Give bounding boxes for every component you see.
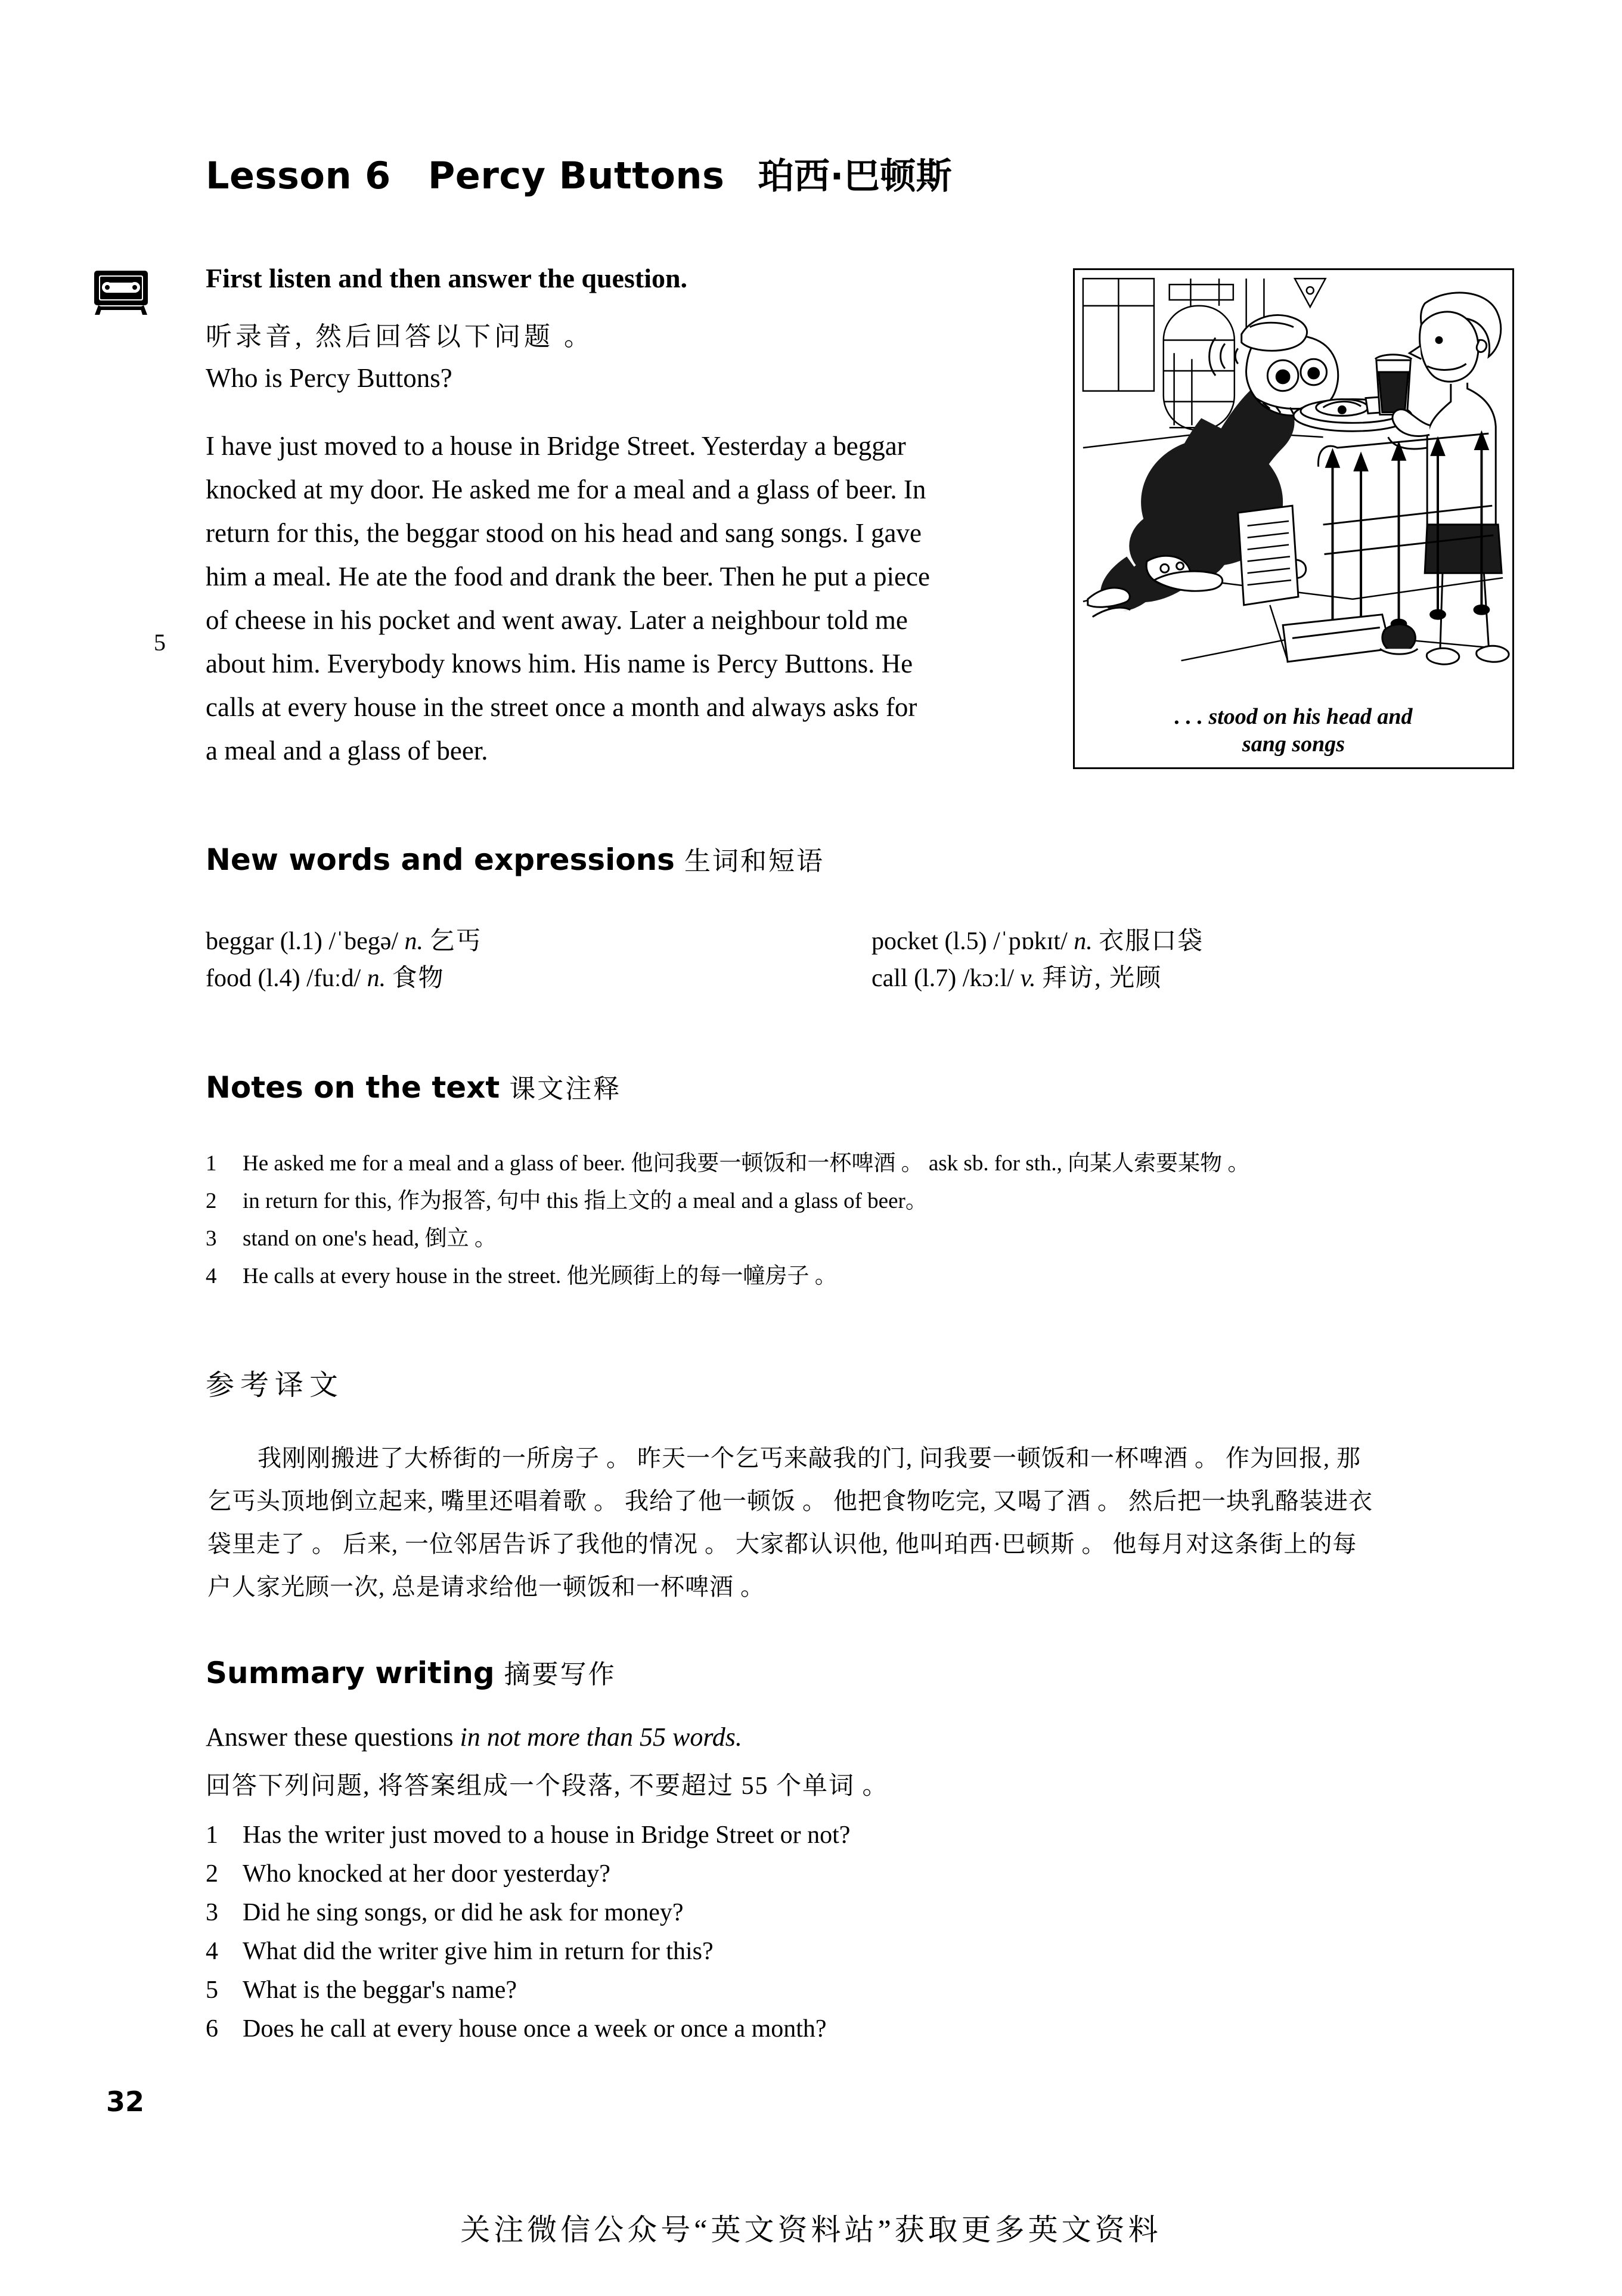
vocab-entry [206, 960, 482, 997]
vocab-word: call [872, 965, 908, 992]
vocab-column-right [872, 923, 1204, 997]
translation-line: 户人家光顾一次, 总是请求给他一顿饭和一杯啤酒 。 [207, 1573, 765, 1600]
translation-line: 我刚刚搬进了大桥街的一所房子 。 昨天一个乞丐来敲我的门, 问我要一顿饭和一杯啤酒 。 作为回报, 那 [258, 1445, 1361, 1471]
lesson-illustration [1073, 268, 1514, 769]
question-number: 2 [206, 1860, 218, 1888]
vocab-column-left [206, 923, 482, 997]
notes-list [206, 1145, 1517, 1295]
passage-line: of cheese in his pocket and went away. Later a neighbour told me [206, 605, 908, 635]
lesson-title-cn: 珀西·巴顿斯 [758, 156, 953, 197]
page-number: 32 [106, 2086, 145, 2118]
summary-heading-en: Summary writing [206, 1656, 495, 1690]
vocab-entry [872, 960, 1204, 997]
question-text: What did the writer give him in return for this? [243, 1938, 714, 1965]
passage-line: about him. Everybody knows him. His name is Percy Buttons. He [206, 649, 913, 678]
note-number: 2 [206, 1189, 217, 1213]
vocab-pos: n. [367, 965, 386, 992]
lesson-title-en: Percy Buttons [427, 154, 725, 197]
question-number: 1 [206, 1821, 218, 1849]
translation-text [207, 1437, 1519, 1609]
summary-heading-cn: 摘要写作 [504, 1660, 616, 1689]
section-heading-notes [206, 1067, 621, 1105]
vocab-entry [206, 923, 482, 960]
question-text: Did he sing songs, or did he ask for money? [243, 1899, 684, 1926]
question-item [206, 2010, 1100, 2049]
cassette-icon [92, 269, 150, 316]
passage-line: him a meal. He ate the food and drank the beer. Then he put a piece [206, 562, 930, 591]
question-number: 6 [206, 2015, 218, 2043]
summary-instruction-plain: Answer these questions [206, 1722, 460, 1752]
question-item [206, 1971, 1100, 2010]
question-item [206, 1816, 1100, 1855]
vocab-meaning: 衣服口袋 [1099, 928, 1204, 955]
passage-line: knocked at my door. He asked me for a meal and a glass of beer. In [206, 475, 926, 504]
question-text: Has the writer just moved to a house in Bridge Street or not? [243, 1821, 851, 1849]
note-item [206, 1220, 1517, 1257]
summary-instruction-en [206, 1722, 742, 1752]
question-item [206, 1894, 1100, 1932]
vocab-phonetic: /ˈbegə/ [328, 928, 399, 955]
vocab-pos: n. [1074, 928, 1093, 955]
note-text: He asked me for a meal and a glass of beer. 他问我要一顿饭和一杯啤酒 。 ask sb. for sth., 向某人索要某物 。 [243, 1151, 1250, 1176]
vocab-phonetic: /fuːd/ [306, 965, 361, 992]
note-item [206, 1145, 1517, 1182]
vocab-phonetic: /kɔːl/ [962, 965, 1015, 992]
lesson-number: Lesson 6 [206, 154, 391, 197]
passage-text [206, 425, 1022, 773]
vocab-entry [872, 923, 1204, 960]
illustration-caption-line2: sang songs [1242, 732, 1345, 757]
new-words-heading-cn: 生词和短语 [684, 847, 824, 876]
question-item [206, 1932, 1100, 1971]
passage-line: I have just moved to a house in Bridge Street. Yesterday a beggar [206, 431, 906, 461]
vocab-meaning: 食物 [392, 965, 445, 992]
vocab-word: beggar [206, 928, 274, 955]
translation-heading: 参考译文 [206, 1369, 345, 1401]
summary-instruction-italic: in not more than 55 words. [460, 1722, 742, 1752]
vocab-word: food [206, 965, 252, 992]
illustration-caption [1075, 703, 1512, 758]
vocab-meaning: 乞丐 [429, 928, 482, 955]
note-text: in return for this, 作为报答, 句中 this 指上文的 a meal and a glass of beer。 [243, 1189, 928, 1213]
question-text: What is the beggar's name? [243, 1976, 517, 2004]
translation-line: 袋里走了 。 后来, 一位邻居告诉了我他的情况 。 大家都认识他, 他叫珀西·巴顿斯 。 他每月对这条街上的每 [207, 1530, 1357, 1557]
note-text: He calls at every house in the street. 他光顾街上的每一幢房子 。 [243, 1264, 837, 1288]
note-number: 1 [206, 1151, 217, 1176]
summary-question-list [206, 1816, 1100, 2049]
translation-line: 乞丐头顶地倒立起来, 嘴里还唱着歌 。 我给了他一顿饭 。 他把食物吃完, 又喝了酒 。 然后把一块乳酪装进衣 [207, 1488, 1373, 1514]
notes-heading-cn: 课文注释 [509, 1074, 622, 1104]
question-number: 4 [206, 1938, 218, 1965]
section-heading-summary [206, 1653, 616, 1691]
listen-instruction-cn: 听录音, 然后回答以下问题 。 [206, 322, 594, 351]
note-item [206, 1182, 1517, 1220]
question-text: Does he call at every house once a week or once a month? [243, 2015, 827, 2043]
vocab-phonetic: /ˈpɒkɪt/ [993, 928, 1068, 955]
passage-line-number: 5 [154, 629, 166, 656]
note-number: 4 [206, 1264, 217, 1288]
summary-instruction-cn: 回答下列问题, 将答案组成一个段落, 不要超过 55 个单词 。 [206, 1773, 889, 1800]
passage-line: return for this, the beggar stood on his head and sang songs. I gave [206, 518, 922, 548]
vocab-word: pocket [872, 928, 938, 955]
question-item [206, 1855, 1100, 1894]
listen-instruction-en: First listen and then answer the question. [206, 263, 688, 293]
footer-watermark: 关注微信公众号“英文资料站”获取更多英文资料 [460, 2213, 1162, 2247]
passage-line: a meal and a glass of beer. [206, 736, 488, 766]
question-text: Who knocked at her door yesterday? [243, 1860, 610, 1888]
listen-question: Who is Percy Buttons? [206, 363, 452, 393]
vocab-pos: v. [1020, 965, 1036, 992]
new-words-heading-en: New words and expressions [206, 842, 675, 877]
vocab-line-ref: (l.1) [280, 928, 322, 955]
vocab-line-ref: (l.7) [914, 965, 957, 992]
question-number: 3 [206, 1899, 218, 1926]
page-title [206, 148, 952, 199]
vocab-line-ref: (l.4) [258, 965, 300, 992]
notes-heading-en: Notes on the text [206, 1070, 500, 1105]
section-heading-new-words [206, 839, 824, 878]
illustration-caption-line1: . . . stood on his head and [1174, 704, 1413, 729]
note-text: stand on one's head, 倒立 。 [243, 1226, 497, 1251]
note-item [206, 1257, 1517, 1295]
question-number: 5 [206, 1976, 218, 2004]
passage-line: calls at every house in the street once a month and always asks for [206, 692, 917, 722]
vocab-meaning: 拜访, 光顾 [1042, 965, 1162, 992]
vocab-pos: n. [404, 928, 424, 955]
note-number: 3 [206, 1226, 217, 1251]
vocab-line-ref: (l.5) [944, 928, 987, 955]
